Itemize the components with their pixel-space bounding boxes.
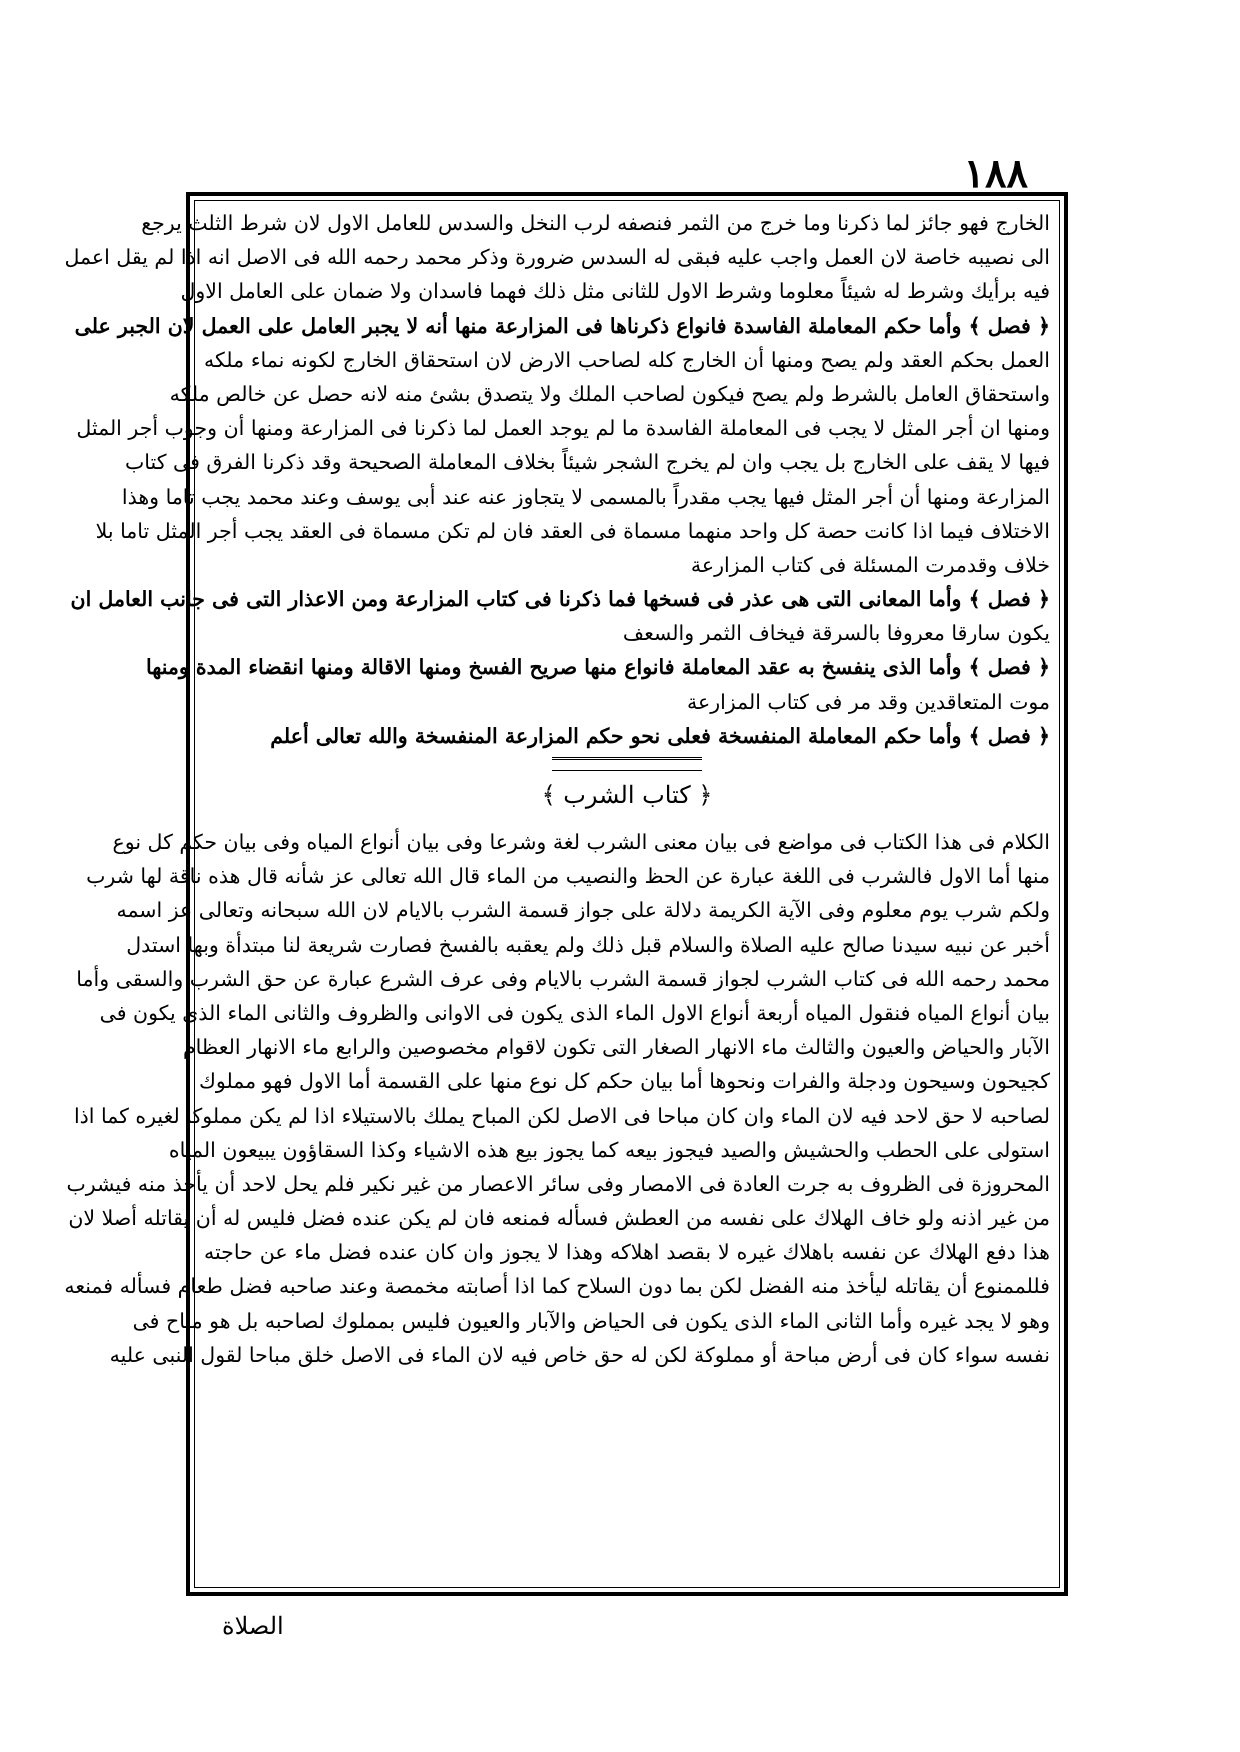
ornament-divider	[204, 753, 1050, 775]
text-line: فيه برأيك وشرط له شيئاً معلوما وشرط الاول للثانى مثل ذلك فهما فاسدان ولا ضمان على العامل الاول	[180, 279, 1050, 304]
text-line: فللممنوع أن يقاتله ليأخذ منه الفضل لكن بما دون السلاح كما اذا أصابته مخمصة وعند صاحبه فضل طعام فسأله فمنعه	[64, 1274, 1050, 1299]
text-line: الاختلاف فيما اذا كانت حصة كل واحد منهما مسماة فى العقد فان لم تكن مسماة فى العقد يجب أجر المثل تاما بلا	[95, 518, 1050, 543]
text-line: خلاف وقدمرت المسئلة فى كتاب المزارعة	[690, 552, 1050, 577]
text-line: يكون سارقا معروفا بالسرقة فيخاف الثمر والسعف	[622, 621, 1050, 646]
text-line: استولى على الحطب والحشيش والصيد فيجوز بيعه كما يجوز بيع هذه الاشياء وكذا السقاؤون يبيعون المياه	[168, 1137, 1050, 1162]
text-line: الى نصيبه خاصة لان العمل واجب عليه فبقى له السدس ضرورة وذكر محمد رحمه الله فى الاصل انه اذا لم يقل اعمل	[64, 245, 1050, 270]
text-line: وهو لا يجد غيره وأما الثانى الماء الذى يكون فى الحياض والآبار والعيون فليس بمملوك لصاحبه بل هو مباح فى	[132, 1308, 1050, 1333]
text-line: هذا دفع الهلاك عن نفسه باهلاك غيره لا بقصد اهلاكه وهذا لا يجوز وان كان عنده فضل ماء عن حاجته	[204, 1240, 1050, 1265]
text-line: ﴿ فصل ﴾ وأما المعانى التى هى عذر فى فسخها فما ذكرنا فى كتاب المزارعة ومن الاعذار التى فى جانب العامل ان	[70, 587, 1050, 612]
text-line: ولكم شرب يوم معلوم وفى الآية الكريمة دلالة على جواز قسمة الشرب بالايام لان الله سبحانه وتعالى عز اسمه	[116, 898, 1050, 923]
text-line: محمد رحمه الله فى كتاب الشرب لجواز قسمة الشرب بالايام وفى عرف الشرع عبارة عن حق الشرب والسقى وأما	[76, 966, 1050, 991]
text-line: نفسه سواء كان فى أرض مباحة أو مملوكة لكن له حق خاص فيه لان الماء فى الاصل خلق مباحا لقول النبى عليه	[109, 1342, 1050, 1367]
text-body	[64, 206, 1050, 1372]
text-line: العمل بحكم العقد ولم يصح ومنها أن الخارج كله لصاحب الارض لان استحقاق الخارج لكونه نماء ملكه	[204, 347, 1050, 372]
spacer	[204, 815, 1050, 825]
text-line: المزارعة ومنها أن أجر المثل فيها يجب مقدراً بالمسمى لا يتجاوز عنه عند أبى يوسف وعند محمد يجب تاما وهذا	[121, 484, 1050, 509]
text-line: أخبر عن نبيه سيدنا صالح عليه الصلاة والسلام قبل ذلك ولم يعقبه بالفسخ فصارت شريعة لنا مبتدأة وبها استدل	[126, 932, 1050, 957]
text-line: ﴿ فصل ﴾ وأما الذى ينفسخ به عقد المعاملة فانواع منها صريح الفسخ ومنها الاقالة ومنها انقضاء المدة ومنها	[146, 655, 1050, 680]
text-line: الخارج فهو جائز لما ذكرنا وما خرج من الثمر فنصفه لرب النخل والسدس للعامل الاول لان شرط الثلث يرجع	[141, 211, 1050, 235]
text-line: منها أما الاول فالشرب فى اللغة عبارة عن الحظ والنصيب من الماء قال الله تعالى عز شأنه قال هذه ناقة لها شرب	[86, 864, 1050, 889]
text-line: الكلام فى هذا الكتاب فى مواضع فى بيان معنى الشرب لغة وشرعا وفى بيان أنواع المياه وفى بيان حكم كل نوع	[112, 830, 1050, 854]
text-line: ﴿ فصل ﴾ وأما حكم المعاملة المنفسخة فعلى نحو حكم المزارعة المنفسخة والله تعالى أعلم	[270, 723, 1050, 748]
catchword: الصلاة	[222, 1612, 284, 1640]
text-line: فيها لا يقف على الخارج بل يجب وان لم يخرج الشجر شيئاً بخلاف المعاملة الصحيحة وقد ذكرنا الفرق فى كتاب	[124, 450, 1050, 475]
page-number: ١٨٨	[963, 150, 1028, 197]
text-line: لصاحبه لا حق لاحد فيه لان الماء وان كان مباحا فى الاصل لكن المباح يملك بالاستيلاء اذا لم يكن مملوكا لغيره كما اذا	[73, 1103, 1050, 1128]
text-line: بيان أنواع المياه فنقول المياه أربعة أنواع الاول الماء الذى يكون فى الاوانى والظروف والثانى الماء الذى يكون فى	[99, 1000, 1050, 1025]
text-line: كجيحون وسيحون ودجلة والفرات ونحوها أما بيان حكم كل نوع منها على القسمة أما الاول فهو مملوك	[199, 1069, 1050, 1094]
text-line: المحروزة فى الظروف به جرت العادة فى الامصار وفى سائر الاعصار من غير نكير فلم يحل لاحد أن يأخذ منه فيشرب	[66, 1171, 1050, 1196]
text-line: واستحقاق العامل بالشرط ولم يصح فيكون لصاحب الملك ولا يتصدق بشئ منه لانه حصل عن خالص ملكه	[169, 381, 1050, 406]
text-line: ﴿ فصل ﴾ وأما حكم المعاملة الفاسدة فانواع ذكرناها فى المزارعة منها أنه لا يجبر العامل على العمل لان الجبر على	[74, 313, 1050, 338]
text-line: من غير اذنه ولو خاف الهلاك على نفسه من العطش فسأله فمنعه فان لم يكن عنده فضل فليس له أن يقاتله أصلا لان	[68, 1206, 1050, 1231]
text-line: ومنها ان أجر المثل لا يجب فى المعاملة الفاسدة ما لم يوجد العمل لما ذكرنا فى المزارعة ومنها أن وجوب أجر المثل	[76, 416, 1050, 441]
book-title: ﴿ كتاب الشرب ﴾	[541, 781, 713, 809]
text-line: الآبار والحياض والعيون والثالث ماء الانهار الصغار التى تكون لاقوام مخصوصين والرابع ماء الانهار العظام	[182, 1035, 1050, 1060]
ornament-rule	[552, 757, 702, 771]
text-line: موت المتعاقدين وقد مر فى كتاب المزارعة	[686, 689, 1050, 714]
